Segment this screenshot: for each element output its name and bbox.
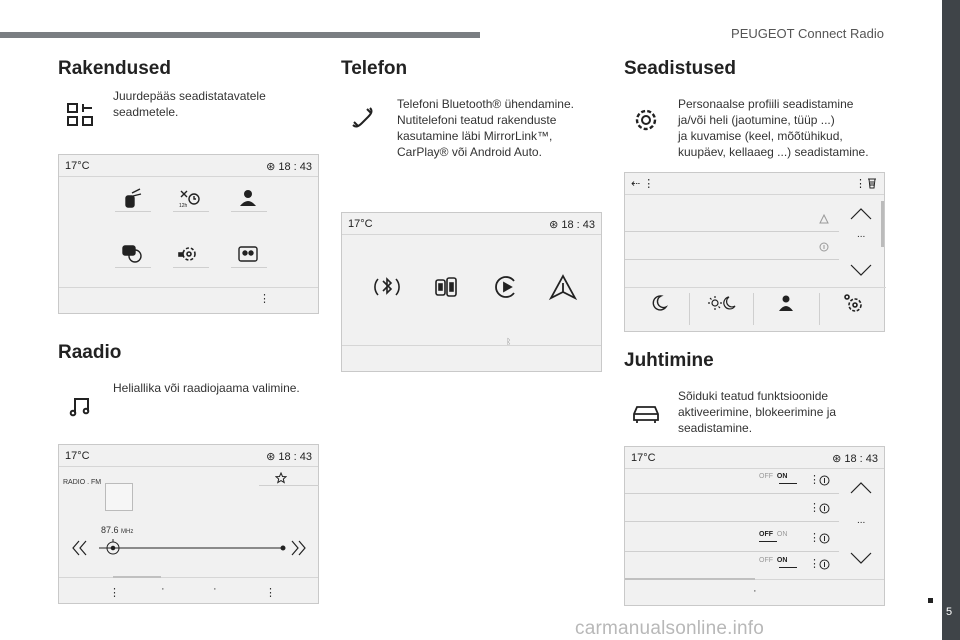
more-ellipsis[interactable]: ... (857, 515, 866, 526)
desc-rakendused (113, 88, 303, 120)
info-icon[interactable] (819, 501, 830, 519)
svg-text:12h: 12h (179, 203, 188, 209)
status-bar (625, 173, 884, 195)
clock-text: 18 : 43 (278, 451, 312, 463)
page-bullet (928, 598, 933, 603)
status-bar (625, 447, 884, 469)
status-bar (59, 445, 318, 467)
menu-dots-icon[interactable]: ⋮ (259, 293, 270, 305)
day-night-icon[interactable] (707, 293, 737, 318)
clock: ⊛ 18 : 43 (266, 451, 312, 463)
section-title-rakendused: Rakendused (58, 58, 171, 79)
desc-line: Heliallika või raadiojaama valimine. (113, 381, 300, 395)
scroll-up-icon[interactable] (849, 207, 873, 226)
info-icon (819, 239, 829, 257)
desc-line: CarPlay® või Android Auto. (397, 145, 542, 159)
section-title-raadio: Raadio (58, 342, 122, 363)
mirrorlink-icon[interactable] (432, 273, 460, 306)
clock: ⊛ 18 : 43 (549, 219, 595, 231)
back-arrow-icon[interactable]: ⇠ ⋮ (631, 178, 655, 190)
station-logo-placeholder (105, 483, 133, 511)
android-auto-icon[interactable] (548, 273, 578, 306)
settings-screen (624, 172, 885, 332)
toggle-off-label: OFF (759, 473, 773, 480)
music-note-icon (68, 394, 92, 418)
section-title-seadistused: Seadistused (624, 58, 736, 79)
phone-screen (341, 212, 602, 372)
bluetooth-icon[interactable] (372, 273, 402, 306)
active-tab-indicator (113, 576, 161, 578)
desc-line: Personaalse profiili seadistamine (678, 97, 854, 111)
menu-dots-icon[interactable]: ⋮ (809, 532, 820, 544)
car-icon (630, 400, 662, 424)
user-profile-icon[interactable] (237, 187, 259, 214)
toggle-on-label: ON (776, 473, 788, 480)
toggle-off-label: OFF (759, 531, 773, 538)
menu-dots-icon[interactable]: ⋮ (265, 587, 276, 599)
toggle-off-label: OFF (759, 557, 773, 564)
star-favorite-icon[interactable] (275, 471, 287, 489)
scrollbar[interactable] (881, 201, 884, 247)
desc-line: seadmetele. (113, 105, 179, 119)
more-ellipsis[interactable]: ... (857, 229, 866, 240)
desc-juhtimine (678, 388, 878, 436)
toggle-off-on[interactable] (759, 473, 787, 480)
desc-line: Nutitelefoni teatud rakenduste (397, 113, 557, 127)
clock-text: 18 : 43 (278, 161, 312, 173)
dot-icon[interactable]: · (161, 583, 165, 595)
clock: ⊛ 18 : 43 (266, 161, 312, 173)
dot-icon[interactable]: · (213, 583, 217, 595)
desc-line: ja kuvamise (keel, mõõtühikud, (678, 129, 843, 143)
seek-forward-icon[interactable] (283, 539, 307, 562)
carplay-icon[interactable] (492, 273, 520, 306)
desc-line: ja/või heli (jaotumine, tüüp ...) (678, 113, 835, 127)
info-icon[interactable] (819, 557, 830, 575)
menu-dots-icon[interactable]: ⋮ (809, 502, 820, 514)
desc-line: Sõiduki teatud funktsioonide (678, 389, 829, 403)
night-mode-icon[interactable] (649, 293, 669, 318)
screen-bottom-bar (342, 345, 601, 371)
temperature: 17°C (631, 452, 656, 464)
warning-icon (819, 211, 829, 229)
driving-screen (624, 446, 885, 606)
header-bar (0, 32, 480, 38)
scroll-up-icon[interactable] (849, 481, 873, 500)
menu-dots-icon[interactable]: ⋮ (855, 178, 866, 190)
desc-line: kuupäev, kellaaeg ...) seadistamine. (678, 145, 869, 159)
desc-line: Telefoni Bluetooth® ühendamine. (397, 97, 574, 111)
screen-bottom-bar (625, 579, 884, 605)
toggle-off-on[interactable] (759, 531, 787, 538)
profile-icon[interactable] (775, 293, 795, 318)
connected-services-icon[interactable] (121, 187, 143, 214)
desc-telefon (397, 96, 597, 160)
menu-dots-icon[interactable]: ⋮ (809, 474, 820, 486)
menu-dots-icon[interactable]: ⋮ (109, 587, 120, 599)
gear-icon (632, 106, 660, 134)
active-tab-indicator (625, 578, 755, 580)
frequency-slider[interactable] (99, 539, 289, 557)
status-bar (59, 155, 318, 177)
clock-text: 18 : 43 (561, 219, 595, 231)
frequency-number: 87.6 (101, 525, 119, 535)
apps-grid-icon (66, 102, 94, 128)
frequency-unit: MHz (121, 529, 134, 535)
desc-line: seadistamine. (678, 421, 753, 435)
chat-message-icon[interactable] (121, 243, 145, 270)
desc-raadio (113, 380, 313, 396)
climate-schedule-icon[interactable] (177, 187, 201, 214)
temperature: 17°C (65, 160, 90, 172)
settings-cog-icon[interactable] (177, 243, 199, 270)
contacts-card-icon[interactable] (237, 245, 259, 268)
trash-icon[interactable] (867, 177, 877, 192)
radio-screen (58, 444, 319, 604)
status-bar (342, 213, 601, 235)
info-icon[interactable] (819, 531, 830, 549)
radio-band-label: RADIO . FM (63, 479, 102, 486)
frequency-value (101, 525, 133, 535)
screen-bottom-bar (59, 287, 318, 313)
header-brand: PEUGEOT Connect Radio (731, 26, 884, 41)
section-title-telefon: Telefon (341, 58, 408, 79)
page-number: 5 (946, 606, 953, 618)
desc-seadistused (678, 96, 888, 160)
advanced-settings-icon[interactable] (843, 293, 865, 320)
apps-screen (58, 154, 319, 314)
info-icon[interactable] (819, 473, 830, 491)
temperature: 17°C (65, 450, 90, 462)
clock-text: 18 : 43 (844, 453, 878, 465)
dot-icon[interactable]: · (753, 585, 757, 597)
phone-handset-icon (351, 106, 375, 130)
toggle-off-on[interactable] (759, 557, 787, 564)
temperature: 17°C (348, 218, 373, 230)
seek-back-icon[interactable] (71, 539, 95, 562)
desc-line: kasutamine läbi MirrorLink™, (397, 129, 553, 143)
section-title-juhtimine: Juhtimine (624, 350, 714, 371)
scroll-down-icon[interactable] (849, 551, 873, 570)
bluetooth-small-icon: ᛒ (506, 337, 512, 347)
watermark: carmanualsonline.info (575, 618, 765, 639)
screen-bottom-bar (59, 577, 318, 603)
clock: ⊛ 18 : 43 (832, 453, 878, 465)
toggle-on-label: ON (776, 557, 788, 564)
desc-line: aktiveerimine, blokeerimine ja (678, 405, 837, 419)
desc-line: Juurdepääs seadistatavatele (113, 89, 266, 103)
toggle-on-label: ON (776, 531, 788, 538)
scroll-down-icon[interactable] (849, 263, 873, 282)
page-edge-strip (942, 0, 960, 640)
menu-dots-icon[interactable]: ⋮ (809, 558, 820, 570)
